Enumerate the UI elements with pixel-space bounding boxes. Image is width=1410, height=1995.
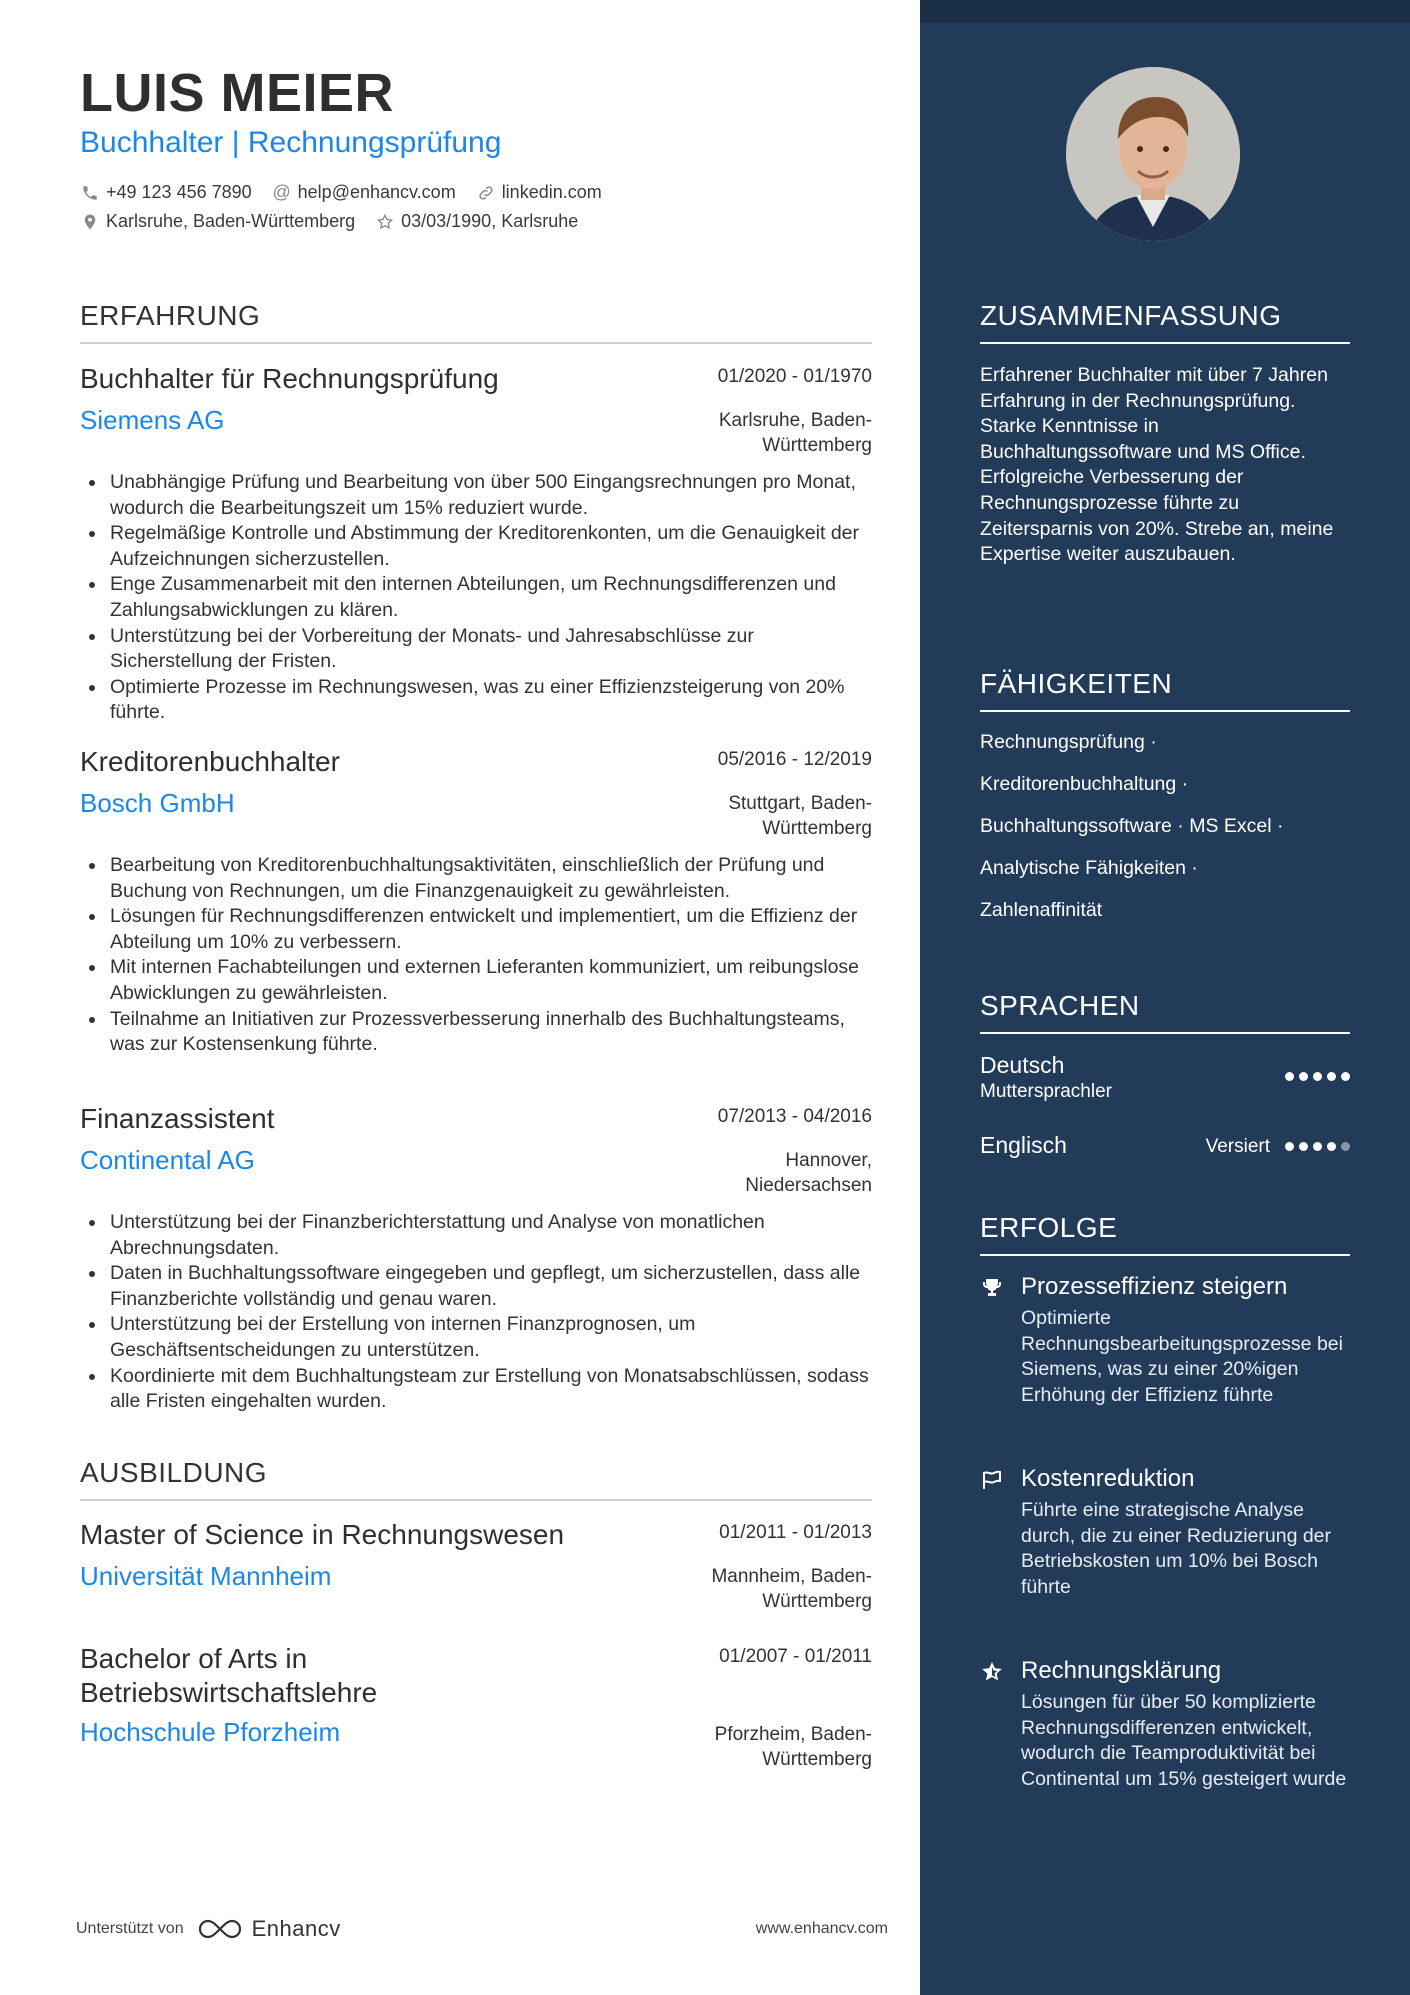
achievement-item <box>980 1656 1350 1792</box>
language-level: Versiert <box>1205 1136 1270 1157</box>
star-outline-icon <box>375 212 395 232</box>
language-name: Deutsch <box>980 1052 1065 1078</box>
experience-entry-2 <box>80 745 872 1058</box>
job-company: Bosch GmbH <box>80 788 235 818</box>
job-location <box>652 408 872 458</box>
language-name: Englisch <box>980 1132 1067 1158</box>
achievement-item <box>980 1464 1350 1600</box>
skill-label: Kreditorenbuchhaltung <box>980 773 1177 795</box>
linkedin[interactable] <box>476 182 602 203</box>
education-entry-1 <box>80 1518 872 1612</box>
summary-heading: ZUSAMMENFASSUNG <box>980 300 1350 344</box>
edu-degree-line2: Betriebswirtschaftslehre <box>80 1677 378 1708</box>
job-dates: 01/2020 - 01/1970 <box>717 366 872 387</box>
edu-degree-line1: Bachelor of Arts in <box>80 1643 308 1674</box>
job-location <box>652 1148 872 1198</box>
job-bullet: Unterstützung bei der Finanzberichterstattung und Analyse von monatlichen Abrechnungsdaten. <box>80 1210 872 1261</box>
birth-text: 03/03/1990, Karlsruhe <box>401 211 579 231</box>
job-location-line2: Württemberg <box>762 818 872 839</box>
edu-degree: Master of Science in Rechnungswesen <box>80 1519 565 1550</box>
skill-label: Buchhaltungssoftware <box>980 815 1172 837</box>
job-role: Buchhalter für Rechnungsprüfung <box>80 363 499 394</box>
birth <box>375 211 578 232</box>
language-rating <box>1285 1072 1350 1081</box>
job-dates: 07/2013 - 04/2016 <box>717 1106 872 1127</box>
link-icon <box>476 183 496 203</box>
achievement-desc: Lösungen für über 50 komplizierte Rechnungsdifferenzen entwickelt, wodurch die Teamproduktivität bei Continental um 15% gesteigert wurde <box>1021 1691 1347 1790</box>
rating-dot <box>1285 1142 1294 1151</box>
star-icon <box>980 1660 1004 1684</box>
skill-item <box>980 899 1102 922</box>
rating-dot <box>1299 1072 1308 1081</box>
skill-separator: · <box>1150 731 1157 753</box>
job-bullet: Bearbeitung von Kreditorenbuchhaltungsaktivitäten, einschließlich der Prüfung und Buchung von Rechnungen, um die Finanzgenauigkeit zu gewährleisten. <box>80 853 872 904</box>
achievement-item <box>980 1272 1350 1408</box>
rating-dot <box>1327 1142 1336 1151</box>
phone-text: +49 123 456 7890 <box>106 182 252 202</box>
candidate-title: Buchhalter | Rechnungsprüfung <box>80 126 502 159</box>
edu-location <box>652 1722 872 1772</box>
experience-heading: ERFAHRUNG <box>80 300 872 344</box>
education-heading: AUSBILDUNG <box>80 1457 872 1501</box>
skill-item <box>980 815 1284 838</box>
edu-location-line1: Pforzheim, Baden- <box>714 1724 872 1745</box>
job-bullet: Teilnahme an Initiativen zur Prozessverbesserung innerhalb des Buchhaltungsteams, was zur Kostensenkung führte. <box>80 1007 872 1058</box>
job-bullet: Mit internen Fachabteilungen und externen Lieferanten kommuniziert, um reibungslose Abwicklungen zu gewährleisten. <box>80 955 872 1006</box>
skill-separator: · <box>1177 815 1184 837</box>
language-level: Muttersprachler <box>980 1081 1112 1102</box>
language-item <box>980 1052 1350 1103</box>
job-location-line2: Niedersachsen <box>745 1175 872 1196</box>
rating-dot <box>1313 1142 1322 1151</box>
job-location-line2: Württemberg <box>762 435 872 456</box>
rating-dot <box>1327 1072 1336 1081</box>
job-role: Finanzassistent <box>80 1103 275 1134</box>
education-entry-2 <box>80 1642 872 1770</box>
summary-text: Erfahrener Buchhalter mit über 7 Jahren Erfahrung in der Rechnungsprüfung. Starke Kenntnisse in Buchhaltungssoftware und MS Office. Erfolgreiche Verbesserung der Rechnungsprozesse führte zu Zeitersparnis von 20%. Strebe an, meine Expertise weiter auszubauen. <box>980 364 1334 566</box>
skill-label: Zahlenaffinität <box>980 899 1103 921</box>
flag-icon <box>980 1468 1004 1492</box>
job-bullet: Daten in Buchhaltungssoftware eingegeben und gepflegt, um sicherzustellen, dass alle Finanzberichte vollständig und genau waren. <box>80 1261 872 1312</box>
location-text: Karlsruhe, Baden-Württemberg <box>106 211 356 231</box>
achievement-title: Rechnungsklärung <box>1021 1657 1222 1684</box>
job-bullet: Optimierte Prozesse im Rechnungswesen, was zu einer Effizienzsteigerung von 20% führte. <box>80 675 872 726</box>
achievements-heading: ERFOLGE <box>980 1212 1350 1256</box>
experience-entry-1 <box>80 362 872 726</box>
job-location-line1: Hannover, <box>785 1150 872 1171</box>
rating-dot <box>1313 1072 1322 1081</box>
sidebar-top-bar <box>920 0 1410 23</box>
job-dates: 05/2016 - 12/2019 <box>717 749 872 770</box>
skill-label: Rechnungsprüfung <box>980 731 1145 753</box>
job-bullet: Enge Zusammenarbeit mit den internen Abteilungen, um Rechnungsdifferenzen und Zahlungsabwicklungen zu klären. <box>80 572 872 623</box>
edu-dates: 01/2011 - 01/2013 <box>719 1522 872 1543</box>
candidate-name: LUIS MEIER <box>80 63 395 123</box>
skill-label: Analytische Fähigkeiten <box>980 857 1186 879</box>
edu-school: Hochschule Pforzheim <box>80 1717 341 1747</box>
job-bullet: Koordinierte mit dem Buchhaltungsteam zur Erstellung von Monatsabschlüssen, sodass alle Fristen eingehalten wurden. <box>80 1364 872 1415</box>
edu-location-line1: Mannheim, Baden- <box>711 1566 872 1587</box>
email-text[interactable]: help@enhancv.com <box>297 182 456 202</box>
job-bullet: Regelmäßige Kontrolle und Abstimmung der Kreditorenkonten, um die Genauigkeit der Aufzeichnungen sicherzustellen. <box>80 521 872 572</box>
job-role: Kreditorenbuchhalter <box>80 746 340 777</box>
languages-heading: SPRACHEN <box>980 990 1350 1034</box>
edu-location-line2: Württemberg <box>762 1749 872 1770</box>
experience-entry-3 <box>80 1102 872 1415</box>
edu-dates: 01/2007 - 01/2011 <box>719 1646 872 1667</box>
job-location-line1: Karlsruhe, Baden- <box>718 410 872 431</box>
achievement-desc: Führte eine strategische Analyse durch, die zu einer Reduzierung der Betriebskosten um 10% bei Bosch führte <box>1021 1499 1332 1598</box>
rating-dot <box>1341 1142 1350 1151</box>
job-bullets <box>80 853 872 1058</box>
linkedin-text[interactable]: linkedin.com <box>501 182 602 202</box>
skill-separator: · <box>1181 773 1189 795</box>
avatar <box>1066 67 1240 241</box>
rating-dot <box>1341 1072 1350 1081</box>
contact-row-2 <box>80 211 598 232</box>
achievement-title: Kostenreduktion <box>1021 1465 1195 1492</box>
location <box>80 211 355 232</box>
job-bullets <box>80 470 872 726</box>
skills-heading: FÄHIGKEITEN <box>980 668 1350 712</box>
sidebar <box>920 0 1410 1995</box>
phone <box>80 182 252 203</box>
edu-location <box>652 1564 872 1614</box>
rating-dot <box>1299 1142 1308 1151</box>
powered-by-text: Unterstützt von <box>76 1920 184 1937</box>
trophy-icon <box>980 1276 1004 1300</box>
job-bullet: Lösungen für Rechnungsdifferenzen entwickelt und implementiert, um die Effizienz der Abteilung um 10% zu verbessern. <box>80 904 872 955</box>
skill-item <box>980 731 1157 754</box>
enhancv-logo-icon <box>196 1917 244 1941</box>
enhancv-brand: Enhancv <box>251 1916 341 1941</box>
job-bullet: Unabhängige Prüfung und Bearbeitung von über 500 Eingangsrechnungen pro Monat, wodurch die Bearbeitungszeit um 15% reduziert wurde. <box>80 470 872 521</box>
email[interactable] <box>272 182 456 203</box>
footer-powered-by <box>76 1916 341 1942</box>
skill-item <box>980 773 1188 796</box>
phone-icon <box>80 183 100 203</box>
location-pin-icon <box>80 212 100 232</box>
contact-row-1 <box>80 182 622 203</box>
edu-school: Universität Mannheim <box>80 1561 332 1591</box>
job-company: Siemens AG <box>80 405 225 435</box>
rating-dot <box>1285 1072 1294 1081</box>
skill-label: MS Excel <box>1189 815 1272 837</box>
language-item <box>980 1132 1350 1159</box>
edu-location-line2: Württemberg <box>762 1591 872 1612</box>
language-rating <box>1285 1142 1350 1151</box>
skill-separator: · <box>1191 857 1198 879</box>
skill-separator: · <box>1277 815 1284 837</box>
achievement-title: Prozesseffizienz steigern <box>1021 1273 1288 1300</box>
job-bullets <box>80 1210 872 1415</box>
job-location <box>652 791 872 841</box>
job-location-line1: Stuttgart, Baden- <box>728 793 872 814</box>
job-bullet: Unterstützung bei der Erstellung von internen Finanzprognosen, um Geschäftsentscheidungen zu unterstützen. <box>80 1312 872 1363</box>
skill-item <box>980 857 1198 880</box>
at-icon: @ <box>272 182 291 202</box>
job-bullet: Unterstützung bei der Vorbereitung der Monats- und Jahresabschlüsse zur Sicherstellung der Fristen. <box>80 624 872 675</box>
footer-website[interactable]: www.enhancv.com <box>755 1920 888 1937</box>
enhancv-logo[interactable] <box>196 1916 341 1942</box>
job-company: Continental AG <box>80 1145 255 1175</box>
achievement-desc: Optimierte Rechnungsbearbeitungsprozesse bei Siemens, was zu einer 20%igen Erhöhung der Effizienz führte <box>1021 1307 1343 1406</box>
